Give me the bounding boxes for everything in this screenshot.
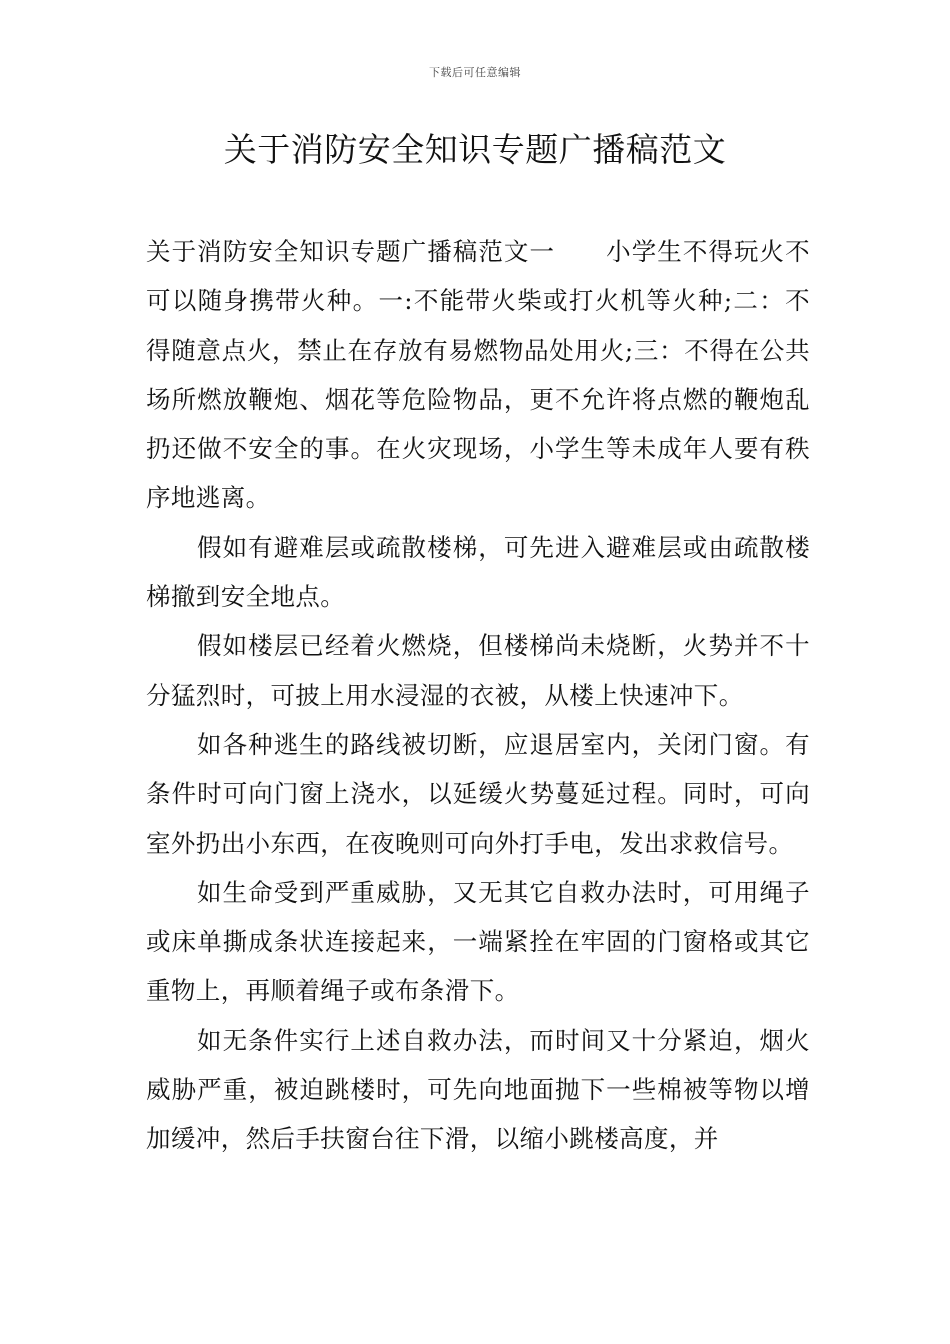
paragraph-3: 假如楼层已经着火燃烧，但楼梯尚未烧断，火势并不十分猛烈时，可披上用水浸湿的衣被，从楼上快速冲下。 (146, 631, 810, 710)
paragraph-2: 假如有避难层或疏散楼梯，可先进入避难层或由疏散楼梯撤到安全地点。 (146, 532, 810, 612)
page-header-note: 下载后可任意编辑 (429, 66, 521, 79)
paragraph-4: 如各种逃生的路线被切断，应退居室内，关闭门窗。有条件时可向门窗上浇水，以延缓火势蔓延过程。同时，可向室外扔出小东西，在夜晚则可向外打手电，发出求救信号。 (146, 729, 810, 858)
paragraph-1: 关于消防安全知识专题广播稿范文一 小学生不得玩火不可以随身携带火种。一:不能带火柴或打火机等火种;二：不得随意点火，禁止在存放有易燃物品处用火;三：不得在公共场所燃放鞭炮、烟花等危险物品，更不允许将点燃的鞭炮乱扔还做不安全的事。在火灾现场，小学生等未成年人要有秩序地逃离。 (146, 237, 810, 513)
paragraph-6: 如无条件实行上述自救办法，而时间又十分紧迫，烟火威胁严重，被迫跳楼时，可先向地面抛下一些棉被等物以增加缓冲，然后手扶窗台往下滑，以缩小跳楼高度，并 (146, 1025, 810, 1154)
document-title: 关于消防安全知识专题广播稿范文 (223, 130, 727, 169)
paragraph-5: 如生命受到严重威胁，又无其它自救办法时，可用绳子或床单撕成条状连接起来，一端紧拴在牢固的门窗格或其它重物上，再顺着绳子或布条滑下。 (146, 877, 810, 1006)
document-body (146, 227, 810, 1164)
